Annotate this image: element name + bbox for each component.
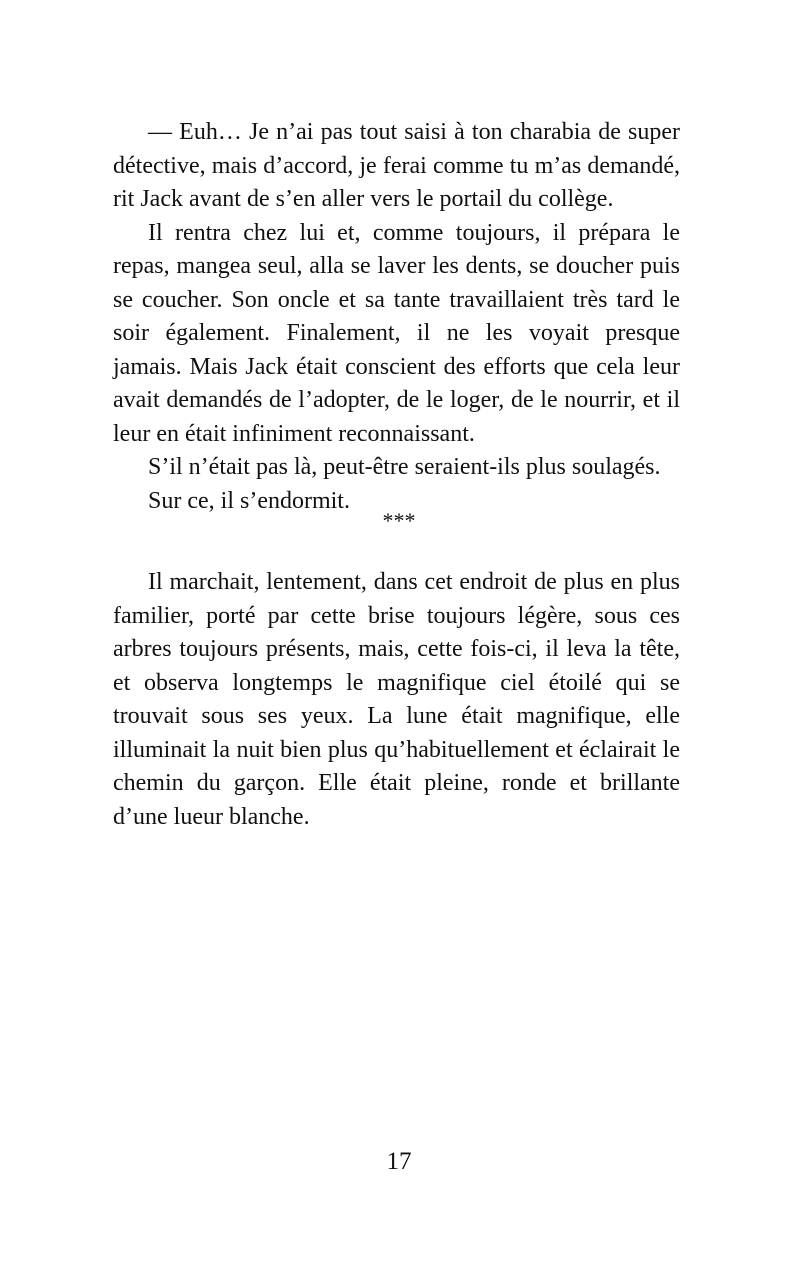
- paragraph-relief-thought: S’il n’était pas là, peut-être seraient-ils plus soulagés.: [148, 454, 661, 480]
- page-number: 17: [386, 1148, 412, 1175]
- text-block-after-break: [113, 566, 680, 834]
- paragraph-home-routine: Il rentra chez lui et, comme toujours, il prépara le repas, mangea seul, alla se laver les dents, se doucher puis se coucher. Son oncle et sa tante travaillaient très tard le soir également. Finalement, il ne les voyait presque jamais. Mais Jack était conscient des efforts que cela leur avait demandés de l’adopter, de le loger, de le nourrir, et il leur en était infiniment reconnaissant.: [113, 219, 680, 447]
- scene-break-separator: ***: [382, 508, 416, 533]
- text-block-before-break: [113, 116, 680, 518]
- paragraph-dialogue: — Euh… Je n’ai pas tout saisi à ton charabia de super détective, mais d’accord, je ferai comme tu m’as demandé, rit Jack avant de s’en aller vers le portail du collège.: [113, 119, 680, 212]
- paragraph-falls-asleep: Sur ce, il s’endormit.: [148, 487, 350, 514]
- paragraph-night-walk: Il marchait, lentement, dans cet endroit de plus en plus familier, porté par cette brise toujours légère, sous ces arbres toujours présents, mais, cette fois-ci, il leva la tête, et observa longtemps le magnifique ciel étoilé qui se trouvait sous ses yeux. La lune était magnifique, elle illuminait la nuit bien plus qu’habituellement et éclairait le chemin du garçon. Elle était pleine, ronde et brillante d’une lueur blanche.: [113, 569, 680, 830]
